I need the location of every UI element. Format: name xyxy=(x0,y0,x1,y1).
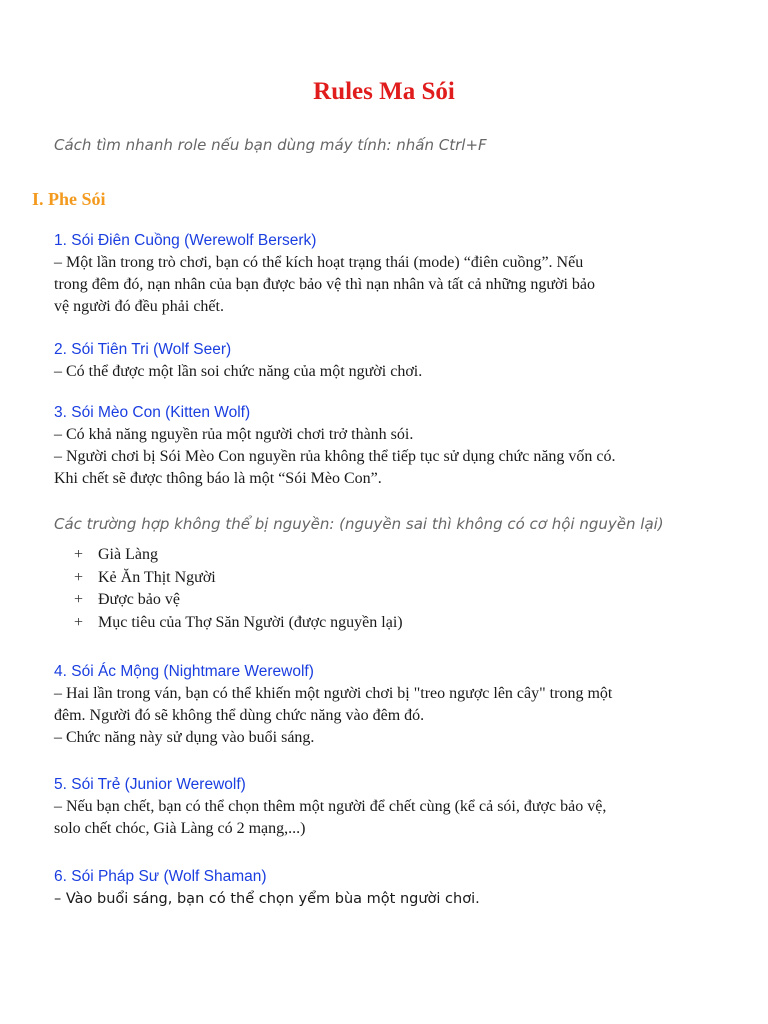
role-nightmare-werewolf xyxy=(54,661,724,749)
role-desc-line: – Chức năng này sử dụng vào buổi sáng. xyxy=(54,729,315,746)
role-wolf-shaman xyxy=(54,866,724,910)
list-item: + Kẻ Ăn Thịt Người xyxy=(74,567,403,590)
curse-exceptions-list xyxy=(74,544,403,634)
list-item: + Già Làng xyxy=(74,544,403,567)
role-kitten-wolf xyxy=(54,402,724,490)
role-title: 4. Sói Ác Mộng (Nightmare Werewolf) xyxy=(54,663,314,680)
role-title: 6. Sói Pháp Sư (Wolf Shaman) xyxy=(54,868,267,885)
role-desc-line: – Có khả năng nguyền rủa một người chơi trở thành sói. xyxy=(54,426,414,443)
bullet-icon: + xyxy=(74,613,84,631)
role-desc-line: – Nếu bạn chết, bạn có thể chọn thêm một người để chết cùng (kể cả sói, được bảo vệ, xyxy=(54,798,607,815)
list-item: + Được bảo vệ xyxy=(74,589,403,612)
bullet-icon: + xyxy=(74,591,84,608)
role-title: 5. Sói Trẻ (Junior Werewolf) xyxy=(54,776,246,793)
role-title: 1. Sói Điên Cuồng (Werewolf Berserk) xyxy=(54,232,317,249)
role-desc-line: – Vào buổi sáng, bạn có thể chọn yểm bùa một người chơi. xyxy=(54,891,480,907)
page-title: Rules Ma Sói xyxy=(313,78,455,105)
role-desc-line: Khi chết sẽ được thông báo là một “Sói Mèo Con”. xyxy=(54,470,382,487)
curse-exceptions-note: Các trường hợp không thể bị nguyền: (nguyền sai thì không có cơ hội nguyền lại) xyxy=(54,515,664,533)
section-heading: I. Phe Sói xyxy=(32,189,106,209)
list-item: + Mục tiêu của Thợ Săn Người (được nguyền lại) xyxy=(74,612,403,635)
role-desc-line: trong đêm đó, nạn nhân của bạn được bảo vệ thì nạn nhân và tất cả những người bảo xyxy=(54,276,596,293)
role-desc-line: đêm. Người đó sẽ không thể dùng chức năng vào đêm đó. xyxy=(54,707,425,724)
role-desc-line: – Có thể được một lần soi chức năng của một người chơi. xyxy=(54,363,423,380)
role-desc-line: vệ người đó đều phải chết. xyxy=(54,298,224,315)
search-hint: Cách tìm nhanh role nếu bạn dùng máy tính: nhấn Ctrl+F xyxy=(54,136,487,154)
role-desc-line: solo chết chóc, Già Làng có 2 mạng,...) xyxy=(54,820,306,837)
role-werewolf-berserk xyxy=(54,230,724,318)
role-title: 2. Sói Tiên Tri (Wolf Seer) xyxy=(54,341,232,358)
bullet-icon: + xyxy=(74,546,84,563)
role-title: 3. Sói Mèo Con (Kitten Wolf) xyxy=(54,404,251,421)
role-desc-line: – Người chơi bị Sói Mèo Con nguyền rủa không thể tiếp tục sử dụng chức năng vốn có. xyxy=(54,448,616,465)
role-desc-line: – Một lần trong trò chơi, bạn có thể kích hoạt trạng thái (mode) “điên cuồng”. Nếu xyxy=(54,254,584,271)
bullet-icon: + xyxy=(74,568,84,586)
role-junior-werewolf xyxy=(54,774,724,840)
role-desc-line: – Hai lần trong ván, bạn có thể khiến một người chơi bị "treo ngược lên cây" trong một xyxy=(54,685,613,702)
role-wolf-seer xyxy=(54,339,724,383)
